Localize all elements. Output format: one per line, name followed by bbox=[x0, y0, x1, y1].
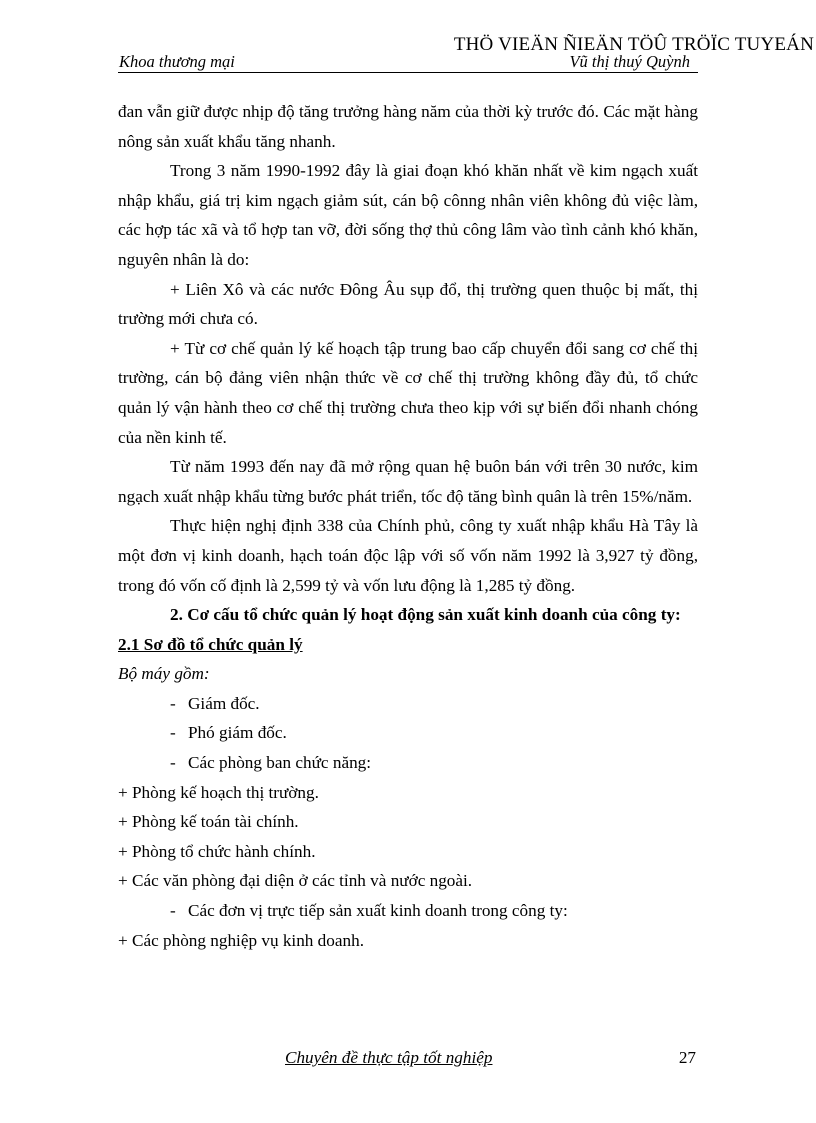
page-footer bbox=[118, 1047, 698, 1071]
list-item-text: Các phòng ban chức năng: bbox=[188, 753, 372, 773]
list-intro: Bộ máy gồm: bbox=[118, 664, 210, 684]
paragraph: + Liên Xô và các nước Đông Âu sụp đổ, thị trường quen thuộc bị mất, thị trường mới chưa có. bbox=[118, 279, 698, 329]
list-dash: - bbox=[170, 753, 176, 773]
sub-list-item: + Phòng kế hoạch thị trường. bbox=[118, 782, 319, 802]
watermark-text: THÖ VIEÄN ÑIEÄN TÖÛ TRÖÏC TUYEÁN bbox=[453, 34, 814, 55]
page-header bbox=[118, 50, 698, 73]
paragraph: Từ năm 1993 đến nay đã mở rộng quan hệ buôn bán với trên 30 nước, kim ngạch xuất nhập khẩu từng bước phát triển, tốc độ tăng bình quân là trên 15%/năm. bbox=[118, 457, 698, 506]
sub-list-item: + Phòng kế toán tài chính. bbox=[118, 812, 299, 832]
list-dash: - bbox=[170, 723, 176, 743]
list-item bbox=[170, 896, 698, 926]
list-item bbox=[170, 748, 698, 778]
sub-list-item: + Phòng tổ chức hành chính. bbox=[118, 841, 316, 861]
header-author: Vũ thị thuý Quỳnh bbox=[569, 52, 690, 71]
paragraph: Trong 3 năm 1990-1992 đây là giai đoạn khó khăn nhất về kim ngạch xuất nhập khẩu, giá trị kim ngạch giảm sút, cán bộ cônng nhân viên không đủ việc làm, các hợp tác xã và tổ hợp tan vỡ, đời sống thợ thủ công lâm vào tình cảnh khó khăn, nguyên nhân là do: bbox=[118, 161, 698, 269]
section-heading: 2. Cơ cấu tổ chức quản lý hoạt động sản xuất kinh doanh của công ty: bbox=[170, 605, 681, 625]
subsection-heading: 2.1 Sơ đồ tổ chức quản lý bbox=[118, 634, 303, 654]
paragraph: Thực hiện nghị định 338 của Chính phủ, công ty xuất nhập khẩu Hà Tây là một đơn vị kinh doanh, hạch toán độc lập với số vốn năm 1992 là 3,927 tỷ đồng, trong đó vốn cố định là 2,599 tỷ và vốn lưu động là 1,285 tỷ đồng. bbox=[118, 516, 698, 595]
list-item-text: Các đơn vị trực tiếp sản xuất kinh doanh trong công ty: bbox=[188, 901, 568, 921]
header-faculty: Khoa thương mại bbox=[119, 52, 235, 71]
list-dash: - bbox=[170, 901, 176, 921]
sub-list-item: + Các văn phòng đại diện ở các tỉnh và nước ngoài. bbox=[118, 871, 473, 891]
list-item-text: Phó giám đốc. bbox=[188, 723, 287, 743]
list-item-text: Giám đốc. bbox=[188, 693, 260, 713]
list-item bbox=[170, 689, 698, 719]
paragraph: + Từ cơ chế quản lý kế hoạch tập trung bao cấp chuyển đổi sang cơ chế thị trường, cán bộ đảng viên nhận thức về cơ chế thị trường không đầy đủ, tổ chức quản lý vận hành theo cơ chế thị trường chưa theo kịp với sự biến đổi nhanh chóng của nền kinh tế. bbox=[118, 338, 698, 447]
paragraph: đan vẫn giữ được nhịp độ tăng trưởng hàng năm của thời kỳ trước đó. Các mặt hàng nông sản xuất khẩu tăng nhanh. bbox=[118, 102, 698, 151]
list-dash: - bbox=[170, 693, 176, 713]
list-item bbox=[170, 718, 698, 748]
page-number: 27 bbox=[678, 1048, 696, 1067]
sub-list-item: + Các phòng nghiệp vụ kinh doanh. bbox=[118, 930, 364, 950]
page-body bbox=[118, 97, 698, 955]
footer-title: Chuyên đề thực tập tốt nghiệp bbox=[285, 1048, 493, 1067]
